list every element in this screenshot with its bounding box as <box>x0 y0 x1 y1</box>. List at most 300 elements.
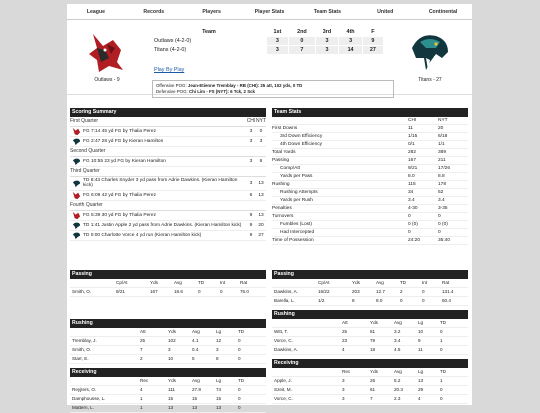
stat-chi: 0 (0) <box>408 222 418 227</box>
stat-value: 5.2 <box>394 378 401 383</box>
scoring-rows <box>70 117 266 241</box>
play-by-play-link[interactable]: Play By Play <box>154 67 185 73</box>
receiving-nyt-col-headers <box>272 368 468 377</box>
stat-label: First Downs <box>272 126 298 131</box>
pog-defense: Chi Lim - FS (NYT): 6 Tck, 2 Sck <box>188 89 256 94</box>
stat-label: Fumbles (Lost) <box>280 222 312 227</box>
game-page <box>67 4 472 410</box>
col-header: Att <box>140 329 146 334</box>
col-header: Yds <box>150 280 158 285</box>
ls-head-1: 1st <box>273 29 282 35</box>
score-nyt: 20 <box>258 222 264 228</box>
ls-q2: 7 <box>289 46 315 55</box>
ls-head-4: 4th <box>346 29 355 35</box>
quarter-label: Second Quarter <box>70 147 266 157</box>
player-row[interactable] <box>272 288 468 297</box>
play-text: FG 6:09 42 yd FG by Thalia Perez <box>83 192 156 198</box>
team-stat-row <box>272 181 468 189</box>
stat-value: 4 <box>140 387 143 392</box>
player-name[interactable]: Smith, O. <box>72 289 92 294</box>
stat-value: 0 <box>422 289 425 294</box>
scoring-play <box>70 231 266 241</box>
passing-chi-section <box>70 270 266 315</box>
col-header: TD <box>238 378 245 383</box>
play-text: FG 10:55 23 yd FG by Kieran Hamilton <box>83 158 166 164</box>
player-row[interactable] <box>70 346 266 355</box>
team-stat-row <box>272 197 468 205</box>
stat-value: 4 <box>418 396 421 401</box>
stat-value: 13 <box>168 405 174 410</box>
score-chi: 3 <box>249 159 253 164</box>
player-name[interactable]: Smith, O. <box>72 347 92 352</box>
stat-chi: 0 <box>408 214 411 219</box>
col-header: Rec <box>342 369 351 374</box>
stat-value: 0 <box>422 298 425 303</box>
stat-value: 0 <box>440 347 443 352</box>
col-header: Rat <box>442 280 450 285</box>
stat-value: 3.4 <box>394 338 401 343</box>
first-quarter-label: First Quarter <box>70 117 99 124</box>
stat-value: 0 <box>440 329 443 334</box>
nav-continental[interactable]: Continental <box>428 8 458 15</box>
col-header: Rec <box>140 378 149 383</box>
nav-united[interactable]: United <box>377 8 394 15</box>
col-header: TD <box>440 320 447 325</box>
player-name[interactable]: Reyjters, O. <box>72 387 97 392</box>
stat-value: 7 <box>370 396 373 401</box>
receiving-nyt-header: Receiving <box>272 359 468 368</box>
stat-chi: 11 <box>408 126 413 131</box>
stat-value: 76.0 <box>240 289 249 294</box>
col-header: Avg <box>174 280 182 285</box>
score-nyt: 3 <box>259 139 263 144</box>
team-stat-row <box>272 229 468 237</box>
score-chi: 9 <box>249 222 253 228</box>
scoring-play <box>70 221 266 231</box>
stat-value: 4 <box>342 347 345 352</box>
stat-chi: 0/1 <box>408 142 415 147</box>
scoring-play <box>70 137 266 147</box>
stat-nyt: 0 <box>438 230 441 235</box>
stat-value: 74 <box>216 387 222 392</box>
stat-value: 60.4 <box>442 298 451 303</box>
stat-label: Turnovers <box>272 214 294 219</box>
score-nyt: 13 <box>258 180 264 186</box>
play-text: TD 0:00 Charlotte Vorce 4 yd run (Kieran Hamilton kick) <box>83 232 202 238</box>
stat-nyt: 178 <box>438 182 447 187</box>
player-row[interactable] <box>70 386 266 395</box>
team-stat-row <box>272 157 468 165</box>
passing-nyt-header: Passing <box>272 270 468 279</box>
stat-value: 0 <box>400 298 403 303</box>
stat-value: 7 <box>140 347 143 352</box>
stat-value: 25 <box>140 338 146 343</box>
stat-chi: 1/15 <box>408 134 418 139</box>
stat-value: 0 <box>238 338 241 343</box>
stat-chi: 167 <box>408 158 417 163</box>
col-header: Lg <box>418 320 424 325</box>
stat-value: 29 <box>418 387 424 392</box>
stat-nyt: 1/1 <box>438 142 445 147</box>
player-name[interactable]: Vorce, C. <box>274 338 293 343</box>
col-header: Yds <box>352 280 360 285</box>
team-stats-col-headers <box>272 117 468 125</box>
nav-players[interactable]: Players <box>202 8 221 15</box>
player-name[interactable]: Starr, E. <box>72 356 89 361</box>
score-chi: 3 <box>249 129 253 134</box>
player-row[interactable] <box>272 328 468 337</box>
stat-value: 3 <box>342 378 345 383</box>
stat-value: 3 <box>342 396 345 401</box>
player-name[interactable]: Barella, L. <box>274 298 295 303</box>
stat-label: Rushing <box>272 182 290 187</box>
stat-value: 4.5 <box>394 347 401 352</box>
ls-row-home <box>152 46 384 55</box>
stat-value: 0 <box>198 289 201 294</box>
stat-value: 1 <box>140 396 143 401</box>
play-text: TD 8:43 Charles Snyder 3 yd pass from Adrie Dawkins. (Kieran Hamilton kick) <box>83 178 238 189</box>
stat-value: 0 <box>440 387 443 392</box>
ls-q2: 0 <box>289 37 315 46</box>
stat-chi: 0 <box>408 230 411 235</box>
player-name[interactable]: Witt, T. <box>274 329 288 334</box>
stat-value: 1 <box>440 338 443 343</box>
left-column <box>70 108 266 241</box>
rushing-nyt-header: Rushing <box>272 310 468 319</box>
score-nyt: 27 <box>258 232 264 238</box>
ls-q4: 3 <box>339 37 362 46</box>
stat-nyt: 52 <box>438 190 444 195</box>
stat-label: Had Intercepted <box>280 230 315 235</box>
stat-value: 15 <box>216 396 222 401</box>
ls-q3: 3 <box>315 46 339 55</box>
stat-label: Passing <box>272 158 290 163</box>
player-row[interactable] <box>70 288 266 297</box>
stat-value: 8 <box>216 356 219 361</box>
stat-value: 18.6 <box>174 289 183 294</box>
stat-chi: 8.0 <box>408 174 415 179</box>
stat-label: 4th Down Efficiency <box>280 142 323 147</box>
coyote-icon <box>72 211 81 220</box>
right-column <box>272 108 468 245</box>
receiving-chi-header: Receiving <box>70 368 266 377</box>
team-stat-row <box>272 205 468 213</box>
stat-value: 8 <box>352 298 355 303</box>
nav-records[interactable]: Records <box>143 8 165 15</box>
stat-value: 23 <box>342 338 348 343</box>
team-stat-row <box>272 213 468 221</box>
stat-value: 27.8 <box>192 387 201 392</box>
passing-nyt-col-headers <box>272 279 468 288</box>
col-header: Yds <box>370 369 378 374</box>
player-name[interactable]: Damphousse, L. <box>72 396 106 401</box>
score-nyt: 13 <box>258 212 264 218</box>
stat-value: 4.1 <box>192 338 199 343</box>
nav-team-stats[interactable]: Team Stats <box>313 8 342 15</box>
pog-offense: Jean-Etienne Tremblay - RB (CHI): 25 att, 102 yds, 0 TD <box>187 83 303 88</box>
stat-value: 2 <box>400 289 403 294</box>
col-header: Yds <box>168 329 176 334</box>
scoring-summary-header: Scoring Summary <box>70 108 266 117</box>
stat-nyt: 3.4 <box>438 198 445 203</box>
away-team-caption[interactable]: Outlaws - 9 <box>94 77 120 83</box>
player-name[interactable]: Dawkins, A. <box>274 347 298 352</box>
ls-final: 27 <box>362 46 383 55</box>
stat-value: 1/2 <box>318 298 325 303</box>
passing-nyt-section <box>272 270 468 306</box>
scoring-play <box>70 157 266 167</box>
rushing-chi-col-headers <box>70 328 266 337</box>
col-header: Lg <box>418 369 424 374</box>
stat-nyt: 0 <box>438 214 441 219</box>
col-header: Avg <box>192 329 200 334</box>
team-stat-row <box>272 149 468 157</box>
sabertooth-icon <box>72 157 81 166</box>
stat-value: 102 <box>168 338 176 343</box>
game-header <box>67 20 472 95</box>
ls-head-team: Team <box>202 29 216 36</box>
stat-value: 203 <box>352 289 360 294</box>
sabertooth-logo[interactable] <box>406 28 454 76</box>
stat-value: 12 <box>216 338 222 343</box>
stat-value: 111 <box>168 387 175 392</box>
ls-team: Titans (4-2-0) <box>154 47 187 53</box>
stat-value: 0 <box>238 387 241 392</box>
ls-q3: 3 <box>315 37 339 46</box>
score-chi: 3 <box>249 180 253 186</box>
sabertooth-icon <box>72 179 81 188</box>
quarter-label: Third Quarter <box>70 167 266 177</box>
stat-value: 16/22 <box>318 289 330 294</box>
quarter-label: Fourth Quarter <box>70 201 266 211</box>
stat-label: Total Yards <box>272 150 296 155</box>
passing-chi-col-headers <box>70 279 266 288</box>
stat-value: 0 <box>238 405 241 410</box>
scoring-play <box>70 177 266 191</box>
stat-value: 61 <box>370 387 376 392</box>
stat-value: 0 <box>238 356 241 361</box>
score-nyt: 13 <box>258 192 264 198</box>
stat-value: 2 <box>140 356 143 361</box>
stat-value: 3.2 <box>394 329 401 334</box>
stat-chi: 115 <box>408 182 416 187</box>
stat-chi: 282 <box>408 150 417 155</box>
score-chi: 9 <box>249 212 253 218</box>
player-name[interactable]: Mattern, L. <box>72 405 94 410</box>
stat-value: 13 <box>418 378 424 383</box>
rushing-nyt-col-headers <box>272 319 468 328</box>
player-row[interactable] <box>272 386 468 395</box>
stat-nyt: 3-35 <box>438 206 448 211</box>
ls-head-2: 2nd <box>297 29 307 35</box>
col-chi: CHI <box>408 118 417 123</box>
player-row[interactable] <box>272 395 468 404</box>
col-header: Yds <box>370 320 378 325</box>
ls-team: Outlaws (4-2-0) <box>154 38 192 44</box>
col-header: Yds <box>168 378 176 383</box>
ls-q1: 3 <box>266 37 289 46</box>
team-stat-row <box>272 133 468 141</box>
stat-label: Yards per Rush <box>280 198 313 203</box>
sabertooth-icon <box>72 137 81 146</box>
col-header: Cp/At <box>318 280 330 285</box>
col-nyt: NYT <box>438 118 448 123</box>
play-text: FG 7:14 45 yd FG by Thalia Perez <box>83 128 156 134</box>
stat-value: 0 <box>238 396 241 401</box>
stat-value: 0 <box>220 289 223 294</box>
col-header: TD <box>400 280 407 285</box>
col-header: Lg <box>216 378 222 383</box>
stat-value: 9/21 <box>116 289 125 294</box>
stat-chi: 34 <box>408 190 414 195</box>
team-stats-header: Team Stats <box>272 108 468 117</box>
sabertooth-icon <box>72 221 81 230</box>
stat-chi: 9/21 <box>408 166 418 171</box>
team-stat-row <box>272 125 468 133</box>
col-header: Lg <box>216 329 222 334</box>
col-header: Cp/At <box>116 280 128 285</box>
stat-chi: 24:20 <box>408 238 421 243</box>
stat-nyt: 0 (0) <box>438 222 448 227</box>
scoring-play <box>70 211 266 221</box>
receiving-chi-section <box>70 368 266 413</box>
player-row[interactable] <box>272 377 468 386</box>
stat-value: 11 <box>418 347 423 352</box>
players-of-game-box <box>152 80 394 98</box>
stat-nyt: 389 <box>438 150 447 155</box>
nav-league[interactable]: League <box>86 8 106 15</box>
stat-nyt: 17/26 <box>438 166 451 171</box>
col-header: Int <box>220 280 226 285</box>
stat-value: 3 <box>216 347 219 352</box>
stat-nyt: 8.8 <box>438 174 445 179</box>
stat-value: 18 <box>370 347 376 352</box>
lower-right <box>272 266 468 404</box>
stat-value: 79 <box>370 338 376 343</box>
ls-q1: 3 <box>266 46 289 55</box>
stat-value: 0 <box>440 396 443 401</box>
rushing-chi-header: Rushing <box>70 319 266 328</box>
player-row[interactable] <box>70 355 266 364</box>
receiving-nyt-section <box>272 359 468 404</box>
player-name[interactable]: Szeit, M. <box>274 387 292 392</box>
player-row[interactable] <box>70 395 266 404</box>
home-team-caption[interactable]: Titans - 27 <box>418 77 442 83</box>
lower-left <box>70 266 266 413</box>
stat-label: Yards per Pass <box>280 174 313 179</box>
stat-value: 5 <box>192 356 195 361</box>
stat-value: 12.7 <box>376 289 385 294</box>
player-name[interactable]: Apple, J. <box>274 378 292 383</box>
stat-label: Rushing Attempts <box>280 190 318 195</box>
stat-value: 8.0 <box>376 298 383 303</box>
player-name[interactable]: Dawkins, A. <box>274 289 298 294</box>
player-row[interactable] <box>272 337 468 346</box>
col-header: Rat <box>240 280 248 285</box>
passing-chi-header: Passing <box>70 270 266 279</box>
score-chi: 9 <box>249 232 253 238</box>
stat-value: 25 <box>342 329 348 334</box>
score-nyt: 6 <box>259 159 263 164</box>
stat-nyt: 6/18 <box>438 134 448 139</box>
nav-player-stats[interactable]: Player Stats <box>254 8 285 15</box>
score-chi: 3 <box>249 139 253 144</box>
receiving-chi-col-headers <box>70 377 266 386</box>
score-chi: 6 <box>249 192 253 198</box>
play-text: TD 1:41 Justin Apple 2 yd pass from Adrie Dawkins. (Kieran Hamilton kick) <box>83 222 242 228</box>
player-row[interactable] <box>70 404 266 413</box>
stat-value: 3 <box>168 347 171 352</box>
stat-value: 1 <box>140 405 143 410</box>
col-header: TD <box>198 280 205 285</box>
pog-offense-label: Offensive POG: <box>156 83 187 88</box>
stat-nyt: 20 <box>438 126 444 131</box>
team-stat-row <box>272 189 468 197</box>
sabertooth-icon <box>72 231 81 240</box>
top-nav <box>67 4 472 20</box>
col-chi: CHI <box>246 118 256 124</box>
ls-final: 9 <box>362 37 383 46</box>
stat-nyt: 211 <box>438 158 446 163</box>
stat-value: 131.4 <box>442 289 454 294</box>
play-text: FG 2:47 28 yd FG by Kieran Hamilton <box>83 138 164 144</box>
player-row[interactable] <box>272 297 468 306</box>
stat-value: 3 <box>342 387 345 392</box>
col-header: TD <box>238 329 245 334</box>
stat-value: 15 <box>192 396 198 401</box>
ls-head-f: F <box>371 29 375 35</box>
stat-value: 167 <box>150 289 158 294</box>
stat-label: 3rd Down Efficiency <box>280 134 323 139</box>
player-name[interactable]: Tremblay, J. <box>72 338 97 343</box>
score-nyt: 0 <box>259 129 263 134</box>
team-stat-row <box>272 221 468 229</box>
pog-defense-label: Defensive POG: <box>156 89 188 94</box>
stat-value: 1 <box>440 378 443 383</box>
scoring-col-headers <box>70 117 266 127</box>
scoring-play <box>70 127 266 137</box>
rushing-chi-section <box>70 319 266 364</box>
col-header: Avg <box>394 320 402 325</box>
player-row[interactable] <box>70 337 266 346</box>
scoring-play <box>70 191 266 201</box>
stat-nyt: 35:40 <box>438 238 451 243</box>
stat-value: 0 <box>238 347 241 352</box>
stat-value: 81 <box>370 329 376 334</box>
col-header: Att <box>342 320 348 325</box>
player-row[interactable] <box>272 346 468 355</box>
team-stat-row <box>272 165 468 173</box>
stat-value: 13 <box>216 405 222 410</box>
team-stats-rows <box>272 117 468 245</box>
team-stat-row <box>272 173 468 181</box>
stat-value: 9 <box>418 338 421 343</box>
rushing-nyt-section <box>272 310 468 355</box>
ls-head-3: 3rd <box>322 29 332 35</box>
coyote-logo[interactable] <box>83 28 131 76</box>
stat-value: 15 <box>168 396 174 401</box>
linescore-table <box>152 28 384 55</box>
stat-value: 10 <box>168 356 174 361</box>
player-name[interactable]: Vorce, C. <box>274 396 293 401</box>
stat-chi: 3.4 <box>408 198 415 203</box>
coyote-icon <box>72 191 81 200</box>
stat-chi: 4-30 <box>408 206 418 211</box>
stat-value: 20.3 <box>394 387 403 392</box>
play-text: FG 5:39 30 yd FG by Thalia Perez <box>83 212 156 218</box>
ls-row-away <box>152 37 384 46</box>
col-header: TD <box>440 369 447 374</box>
